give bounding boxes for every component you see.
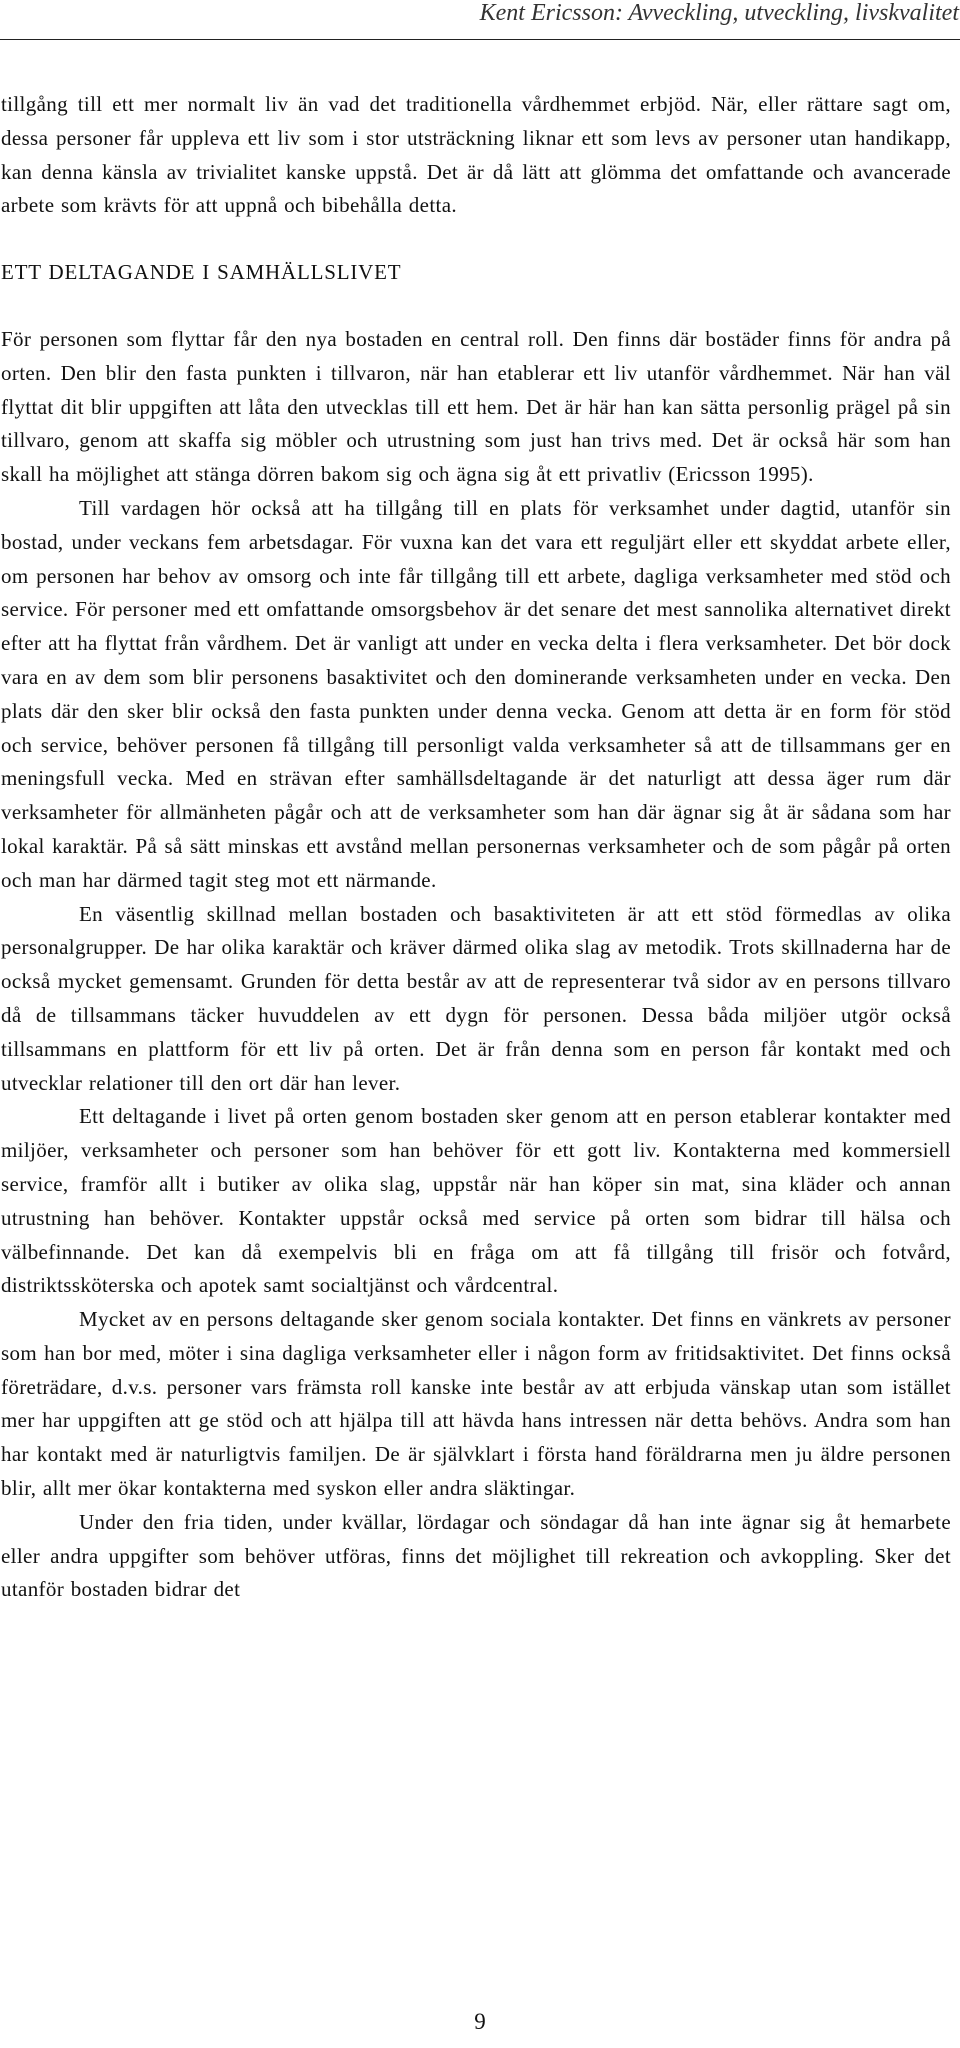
running-header: Kent Ericsson: Avveckling, utveckling, livskvalitet — [479, 0, 959, 26]
section-heading: ETT DELTAGANDE I SAMHÄLLSLIVET — [1, 260, 402, 285]
paragraph-1: tillgång till ett mer normalt liv än vad det traditionella vårdhemmet erbjöd. När, eller rättare sagt om, dessa personer får uppleva ett liv som i stor utsträckning liknar ett som levs av personer utan handikapp, kan denna känsla av trivialitet kanske uppstå. Det är då lätt att glömma det omfattande och avancerade arbete som krävts för att uppnå och bibehålla detta. — [1, 92, 951, 218]
page-number: 9 — [474, 2009, 486, 2034]
paragraph-5: Ett deltagande i livet på orten genom bostaden sker genom att en person etablerar kontakter med miljöer, verksamheter och personer som han behöver för ett gott liv. Kontakterna med kommersiell service, framför allt i butiker av olika slag, uppstår när han köper sin mat, sina kläder och annan utrustning han behöver. Kontakter uppstår också med service på orten som bidrar till hälsa och välbefinnande. Det kan då exempelvis bli en fråga om att få tillgång till frisör och fotvård, distriktssköterska och apotek samt socialtjänst och vårdcentral. — [1, 1104, 951, 1298]
paragraph-4: En väsentlig skillnad mellan bostaden och basaktiviteten är att ett stöd förmedlas av olika personalgrupper. De har olika karaktär och kräver därmed olika slag av metodik. Trots skillnaderna har de också mycket gemensamt. Grunden för detta består av att de representerar två sidor av en persons tillvaro då de tillsammans täcker huvuddelen av ett dygn för personen. Dessa båda miljöer utgör också tillsammans en plattform för ett liv på orten. Det är från denna som en person får kontakt med och utvecklar relationer till den ort där han lever. — [1, 901, 951, 1095]
paragraph-2: För personen som flyttar får den nya bostaden en central roll. Den finns där bostäder finns för andra på orten. Den blir den fasta punkten i tillvaron, när han etablerar ett liv utanför vårdhemmet. När han väl flyttat dit blir uppgiften att låta den utvecklas till ett hem. Det är här han kan sätta personlig prägel på sin tillvaro, genom att skaffa sig möbler och utrustning som just han trivs med. Det är också här som han skall ha möjlighet att stänga dörren bakom sig och ägna sig åt ett privatliv (Ericsson 1995). — [1, 326, 951, 487]
paragraph-6: Mycket av en persons deltagande sker genom sociala kontakter. Det finns en vänkrets av personer som han bor med, möter i sina dagliga verksamheter eller i någon form av fritidsaktivitet. Det finns också företrädare, d.v.s. personer vars främsta roll kanske inte består av att erbjuda vänskap utan som istället mer har uppgiften att ge stöd och att hjälpa till att hävda hans intressen när detta behövs. Andra som han har kontakt med är naturligtvis familjen. De är självklart i första hand föräldrarna men ju äldre personen blir, allt mer ökar kontakterna med syskon eller andra släktingar. — [1, 1307, 951, 1501]
page-body — [1, 88, 951, 1607]
paragraph-7: Under den fria tiden, under kvällar, lördagar och söndagar då han inte ägnar sig åt hemarbete eller andra uppgifter som behöver utföras, finns det möjlighet till rekreation och avkoppling. Sker det utanför bostaden bidrar det — [1, 1509, 951, 1602]
paragraph-3: Till vardagen hör också att ha tillgång till en plats för verksamhet under dagtid, utanför sin bostad, under veckans fem arbetsdagar. För vuxna kan det vara ett reguljärt eller ett skyddat arbete eller, om personen har behov av omsorg och inte får tillgång till ett arbete, dagliga verksamheter med stöd och service. För personer med ett omfattande omsorgsbehov är det senare det mest sannolika alternativet direkt efter att ha flyttat från vårdhem. Det är vanligt att under en vecka delta i flera verksamheter. Det bör dock vara en av dem som blir personens basaktivitet och den dominerande verksamheten under en vecka. Den plats där den sker blir också den fasta punkten under denna vecka. Genom att detta är en form för stöd och service, behöver personen få tillgång till personligt valda verksamheter så att de tillsammans ger en meningsfull vecka. Med en strävan efter samhällsdeltagande är det naturligt att dessa äger rum där verksamheter för allmänheten pågår och att de verksamheter som han där ägnar sig åt är sådana som har lokal karaktär. På så sätt minskas ett avstånd mellan personernas verksamheter och de som pågår på orten och man har därmed tagit steg mot ett närmande. — [1, 495, 951, 892]
header-rule — [0, 39, 960, 40]
